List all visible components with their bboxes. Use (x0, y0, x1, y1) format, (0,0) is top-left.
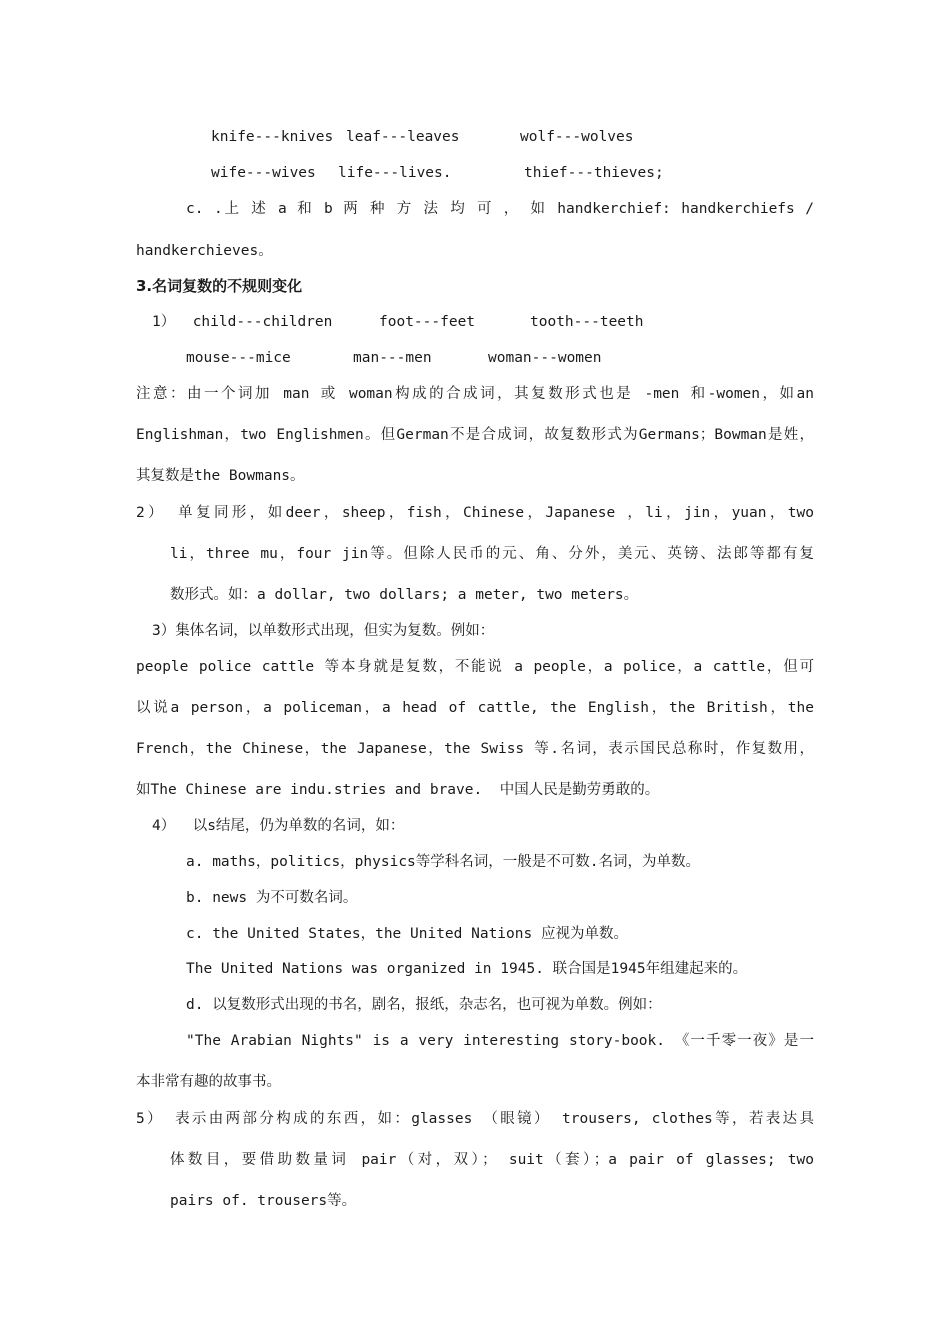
text-line: mouse---mice (186, 350, 291, 366)
text-line: li，three mu，four jin等。但除人民币的元、角、分外，美元、英镑、法郎等都有复 (170, 546, 814, 562)
text-line: 体数目，要借助数量词 pair（对，双）； suit（套）；a pair of glasses; two (170, 1152, 814, 1168)
text-line: thief---thieves; (524, 165, 664, 181)
text-line: pairs of. trousers等。 (170, 1193, 357, 1209)
text-line: wolf---wolves (520, 129, 634, 145)
text-line: 1） child---children (152, 314, 333, 330)
text-line: 如The Chinese are indu.stries and brave. 中国人民是勤劳勇敢的。 (136, 782, 660, 798)
text-line: man---men (353, 350, 432, 366)
text-line: handkerchieves。 (136, 243, 273, 259)
text-line: 3）集体名词，以单数形式出现，但实为复数。例如： (152, 623, 495, 639)
text-line: a. maths，politics，physics等学科名词，一般是不可数.名词，为单数。 (186, 854, 701, 870)
text-line: d. 以复数形式出现的书名，剧名，报纸，杂志名，也可视为单数。例如： (186, 997, 662, 1013)
text-line: people police cattle 等本身就是复数，不能说 a people，a police，a cattle，但可 (136, 659, 814, 675)
text-line: knife---knives (211, 129, 334, 145)
text-line: leaf---leaves (346, 129, 460, 145)
text-line: 以说a person，a policeman，a head of cattle, the English，the British，the (136, 700, 814, 716)
text-line: c. .上 述 a 和 b 两 种 方 法 均 可 ， 如 handkerchief: handkerchiefs / (186, 201, 814, 217)
text-line: 注意：由一个词加 man 或 woman构成的合成词，其复数形式也是 -men 和-women，如an (136, 386, 814, 402)
text-line: 5） 表示由两部分构成的东西，如：glasses （眼镜） trousers, clothes等，若表达具 (136, 1111, 814, 1127)
text-line: The United Nations was organized in 1945. 联合国是1945年组建起来的。 (186, 961, 748, 977)
text-line: Englishman，two Englishmen。但German不是合成词，故复数形式为Germans；Bowman是姓， (136, 427, 814, 443)
text-line: 数形式。如：a dollar, two dollars; a meter, two meters。 (170, 587, 639, 603)
text-line: wife---wives (211, 165, 316, 181)
text-line: woman---women (488, 350, 602, 366)
text-line: French，the Chinese，the Japanese，the Swiss 等.名词，表示国民总称时，作复数用， (136, 741, 814, 757)
section-heading: 3.名词复数的不规则变化 (136, 277, 303, 295)
text-line: life---lives. (338, 165, 452, 181)
text-line: b. news 为不可数名词。 (186, 890, 358, 906)
text-line: 4） 以s结尾，仍为单数的名词，如： (152, 818, 405, 834)
text-line: 本非常有趣的故事书。 (136, 1074, 281, 1090)
text-line: foot---feet (379, 314, 476, 330)
text-line: tooth---teeth (530, 314, 644, 330)
text-line: 其复数是the Bowmans。 (136, 468, 305, 484)
text-line: "The Arabian Nights" is a very interesting story-book. 《一千零一夜》是一 (186, 1033, 814, 1049)
text-line: c. the United States，the United Nations 应视为单数。 (186, 926, 628, 942)
text-line: 2） 单复同形，如deer，sheep，fish，Chinese，Japanese ，li，jin，yuan，two (136, 505, 814, 521)
